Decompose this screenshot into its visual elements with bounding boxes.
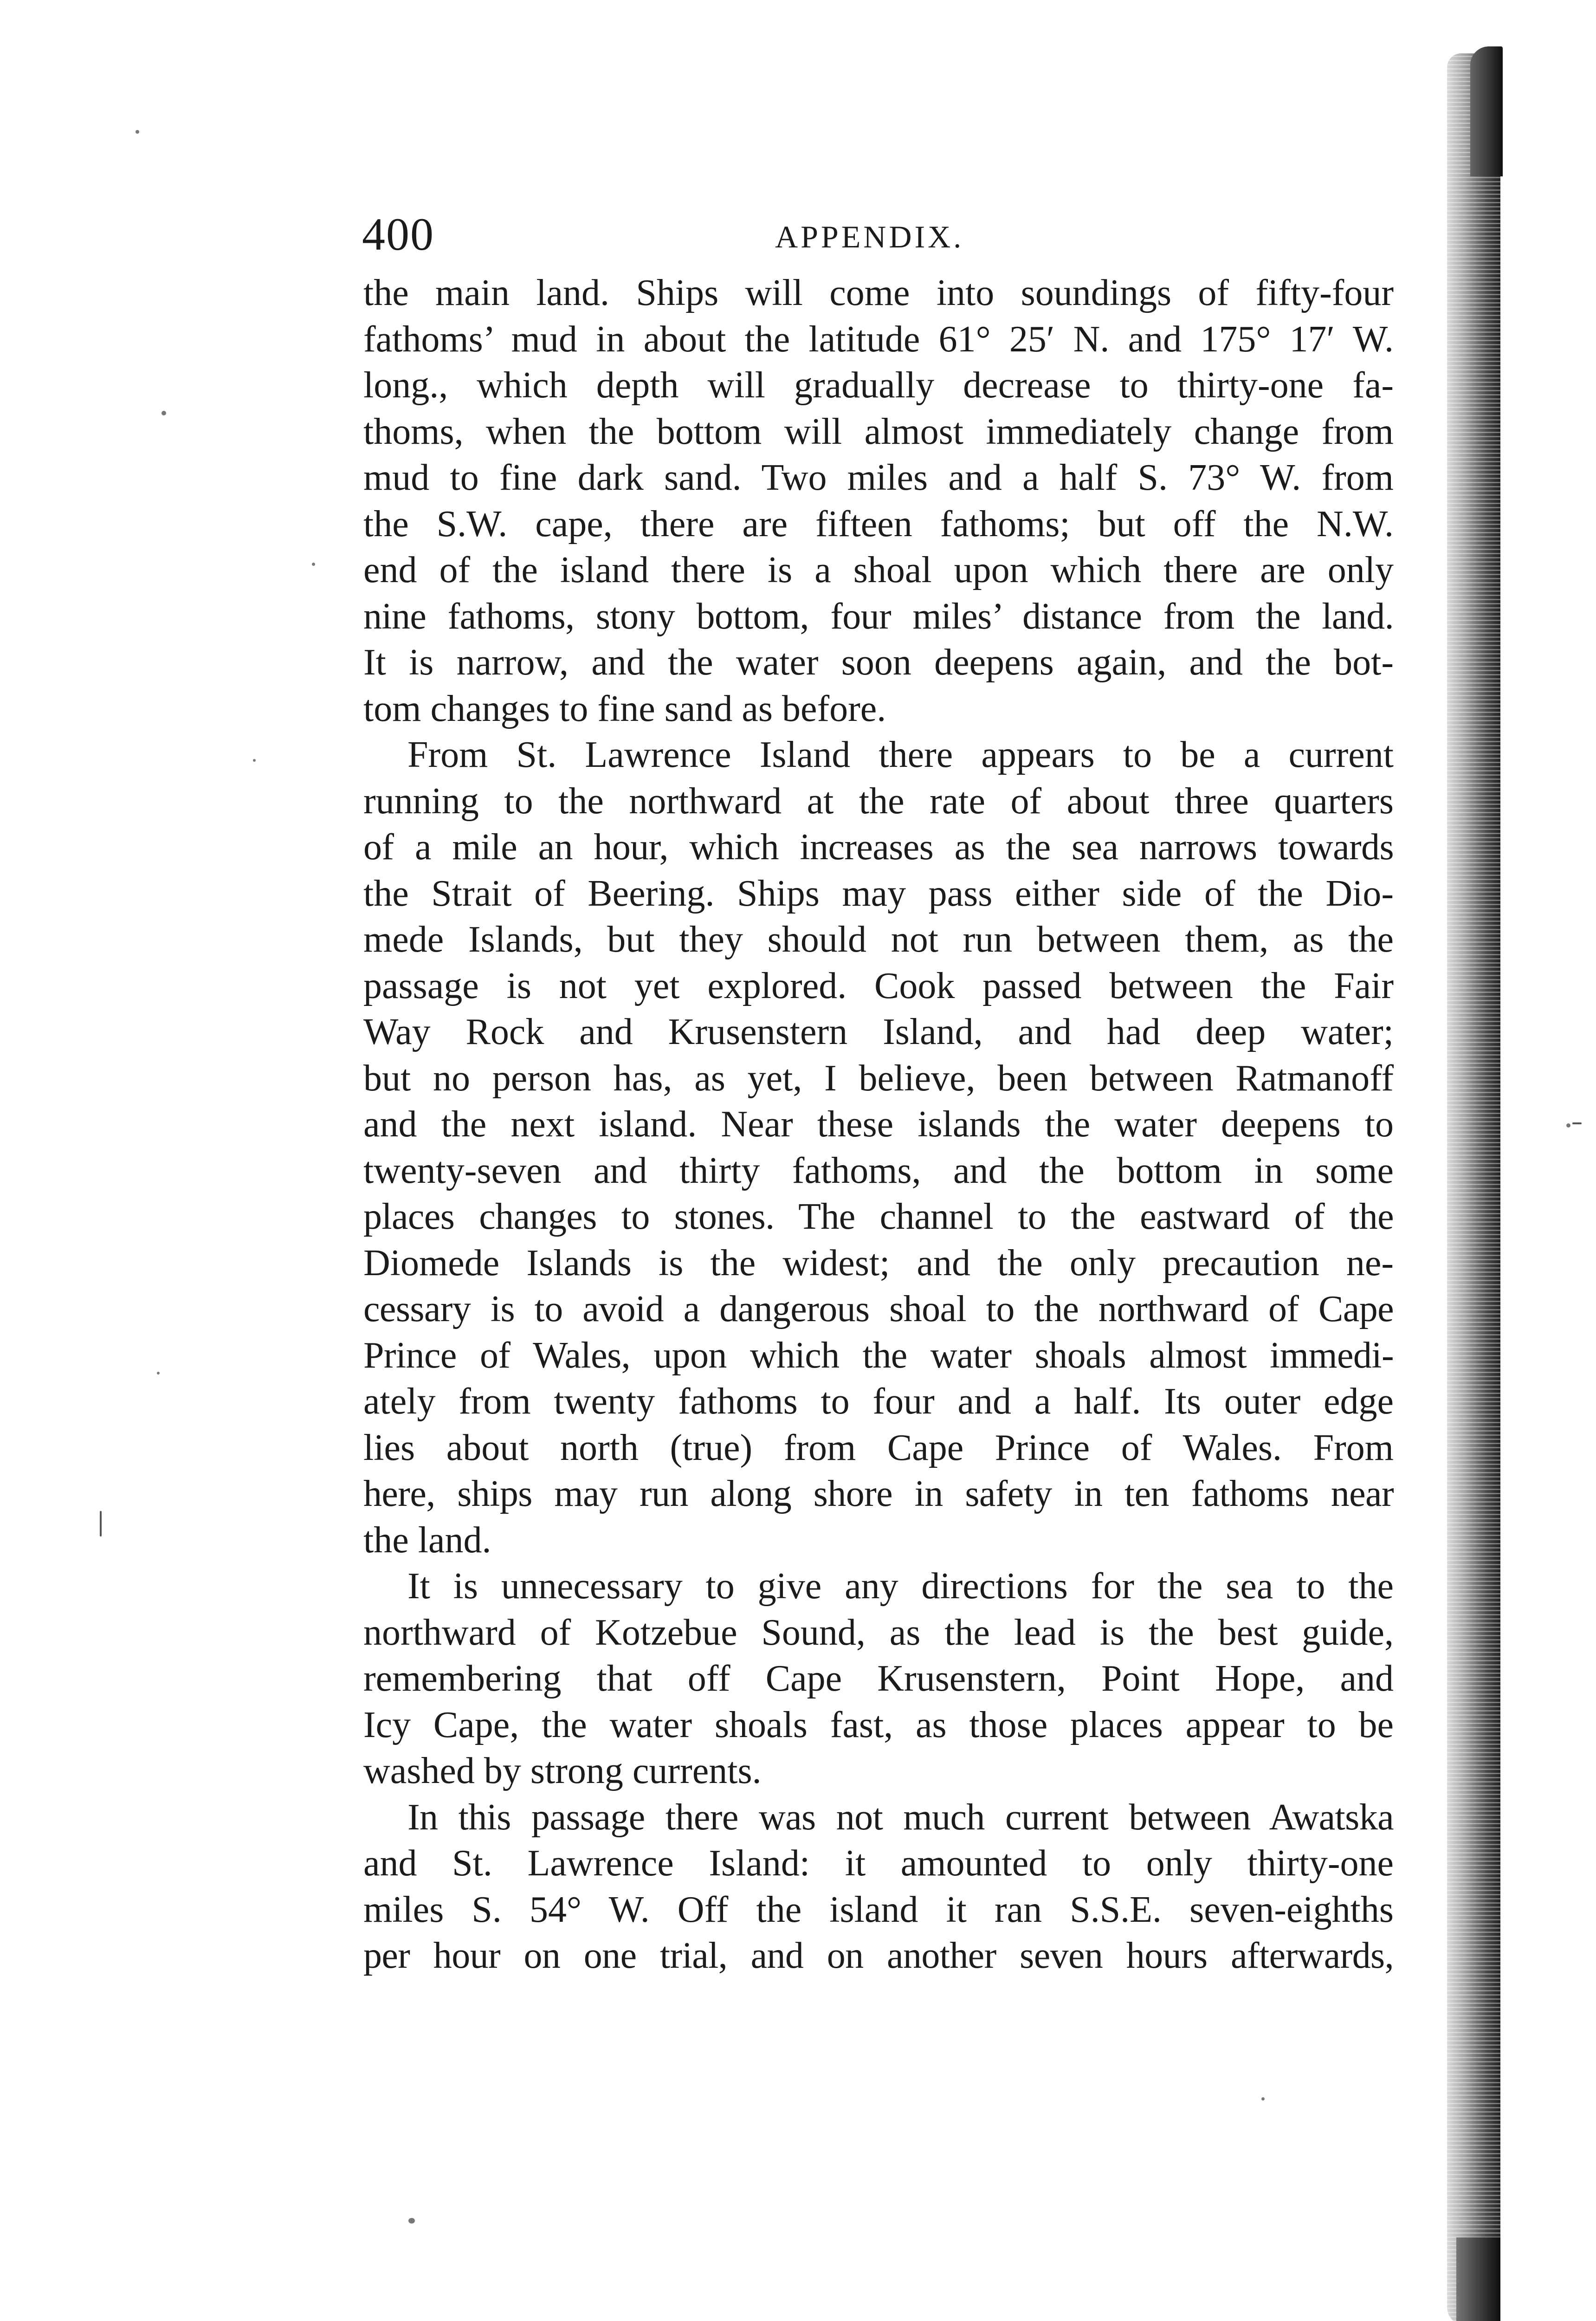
text-line: here, ships may run along shore in safety in ten fathoms near (363, 1473, 1394, 1514)
binding-gutter-bottom (1456, 2237, 1500, 2321)
text-line: lies about north (true) from Cape Prince of Wales. From (363, 1427, 1394, 1468)
running-title: APPENDIX. (775, 219, 964, 254)
stray-rule (1572, 1122, 1582, 1124)
text-line: of a mile an hour, which increases as the sea narrows towards (363, 827, 1394, 868)
text-line: per hour on one trial, and on another seven hours afterwards, (363, 1935, 1394, 1976)
print-speck (253, 759, 256, 762)
print-speck (1261, 2097, 1265, 2101)
paragraph-start-line: From St. Lawrence Island there appears to be a current (407, 734, 1394, 775)
text-line: Diomede Islands is the widest; and the only precaution ne- (363, 1242, 1394, 1284)
text-line: and the next island. Near these islands the water deepens to (363, 1104, 1394, 1145)
paragraph-end-line: tom changes to fine sand as before. (363, 688, 886, 729)
print-speck (157, 1372, 160, 1374)
page-number: 400 (362, 208, 434, 260)
page-header (362, 202, 1392, 272)
paragraph-start-line: In this passage there was not much current between Awatska (407, 1796, 1394, 1838)
text-line: miles S. 54° W. Off the island it ran S.S.E. seven-eighths (363, 1889, 1394, 1930)
text-line: Way Rock and Krusenstern Island, and had deep water; (363, 1011, 1394, 1052)
text-line: mud to fine dark sand. Two miles and a half S. 73° W. from (363, 457, 1394, 498)
text-line: but no person has, as yet, I believe, been between Ratmanoff (363, 1057, 1394, 1099)
text-line: and St. Lawrence Island: it amounted to only thirty-one (363, 1843, 1394, 1884)
text-line: northward of Kotzebue Sound, as the lead is the best guide, (363, 1612, 1394, 1653)
text-line: nine fathoms, stony bottom, four miles’ distance from the land. (363, 596, 1394, 637)
text-line: running to the northward at the rate of about three quarters (363, 780, 1394, 822)
text-line: mede Islands, but they should not run between them, as the (363, 919, 1394, 960)
margin-mark (100, 1511, 102, 1537)
text-line: Prince of Wales, upon which the water shoals almost immedi- (363, 1335, 1394, 1376)
text-line: end of the island there is a shoal upon which there are only (363, 550, 1394, 590)
print-speck (1566, 1123, 1570, 1128)
body-text (363, 270, 1394, 1979)
text-line: Icy Cape, the water shoals fast, as those places appear to be (363, 1704, 1394, 1745)
binding-gutter-shadow (1447, 53, 1500, 2321)
text-line: the Strait of Beering. Ships may pass either side of the Dio- (363, 873, 1394, 914)
print-speck (136, 130, 139, 134)
text-line: thoms, when the bottom will almost immediately change from (363, 411, 1394, 452)
binding-gutter-top (1470, 46, 1503, 176)
text-line: fathoms’ mud in about the latitude 61° 25′ N. and 175° 17′ W. (363, 318, 1394, 360)
text-line: remembering that off Cape Krusenstern, Point Hope, and (363, 1658, 1394, 1699)
paragraph-end-line: washed by strong currents. (363, 1750, 762, 1791)
paragraph-start-line: It is unnecessary to give any directions for the sea to the (407, 1566, 1394, 1607)
print-speck (162, 411, 166, 415)
text-line: passage is not yet explored. Cook passed between the Fair (363, 965, 1394, 1006)
text-line: It is narrow, and the water soon deepens again, and the bot- (363, 642, 1394, 683)
text-line: the main land. Ships will come into soundings of fifty-four (363, 272, 1394, 313)
text-line: places changes to stones. The channel to the eastward of the (363, 1196, 1394, 1237)
text-line: the S.W. cape, there are fifteen fathoms; but off the N.W. (363, 503, 1394, 545)
text-line: twenty-seven and thirty fathoms, and the bottom in some (363, 1150, 1394, 1191)
text-line: ately from twenty fathoms to four and a half. Its outer edge (363, 1381, 1394, 1422)
print-speck (312, 563, 315, 566)
paragraph-end-line: the land. (363, 1519, 491, 1561)
print-speck (408, 2218, 415, 2224)
text-line: cessary is to avoid a dangerous shoal to the northward of Cape (363, 1289, 1394, 1329)
text-line: long., which depth will gradually decrease to thirty-one fa- (363, 365, 1394, 406)
